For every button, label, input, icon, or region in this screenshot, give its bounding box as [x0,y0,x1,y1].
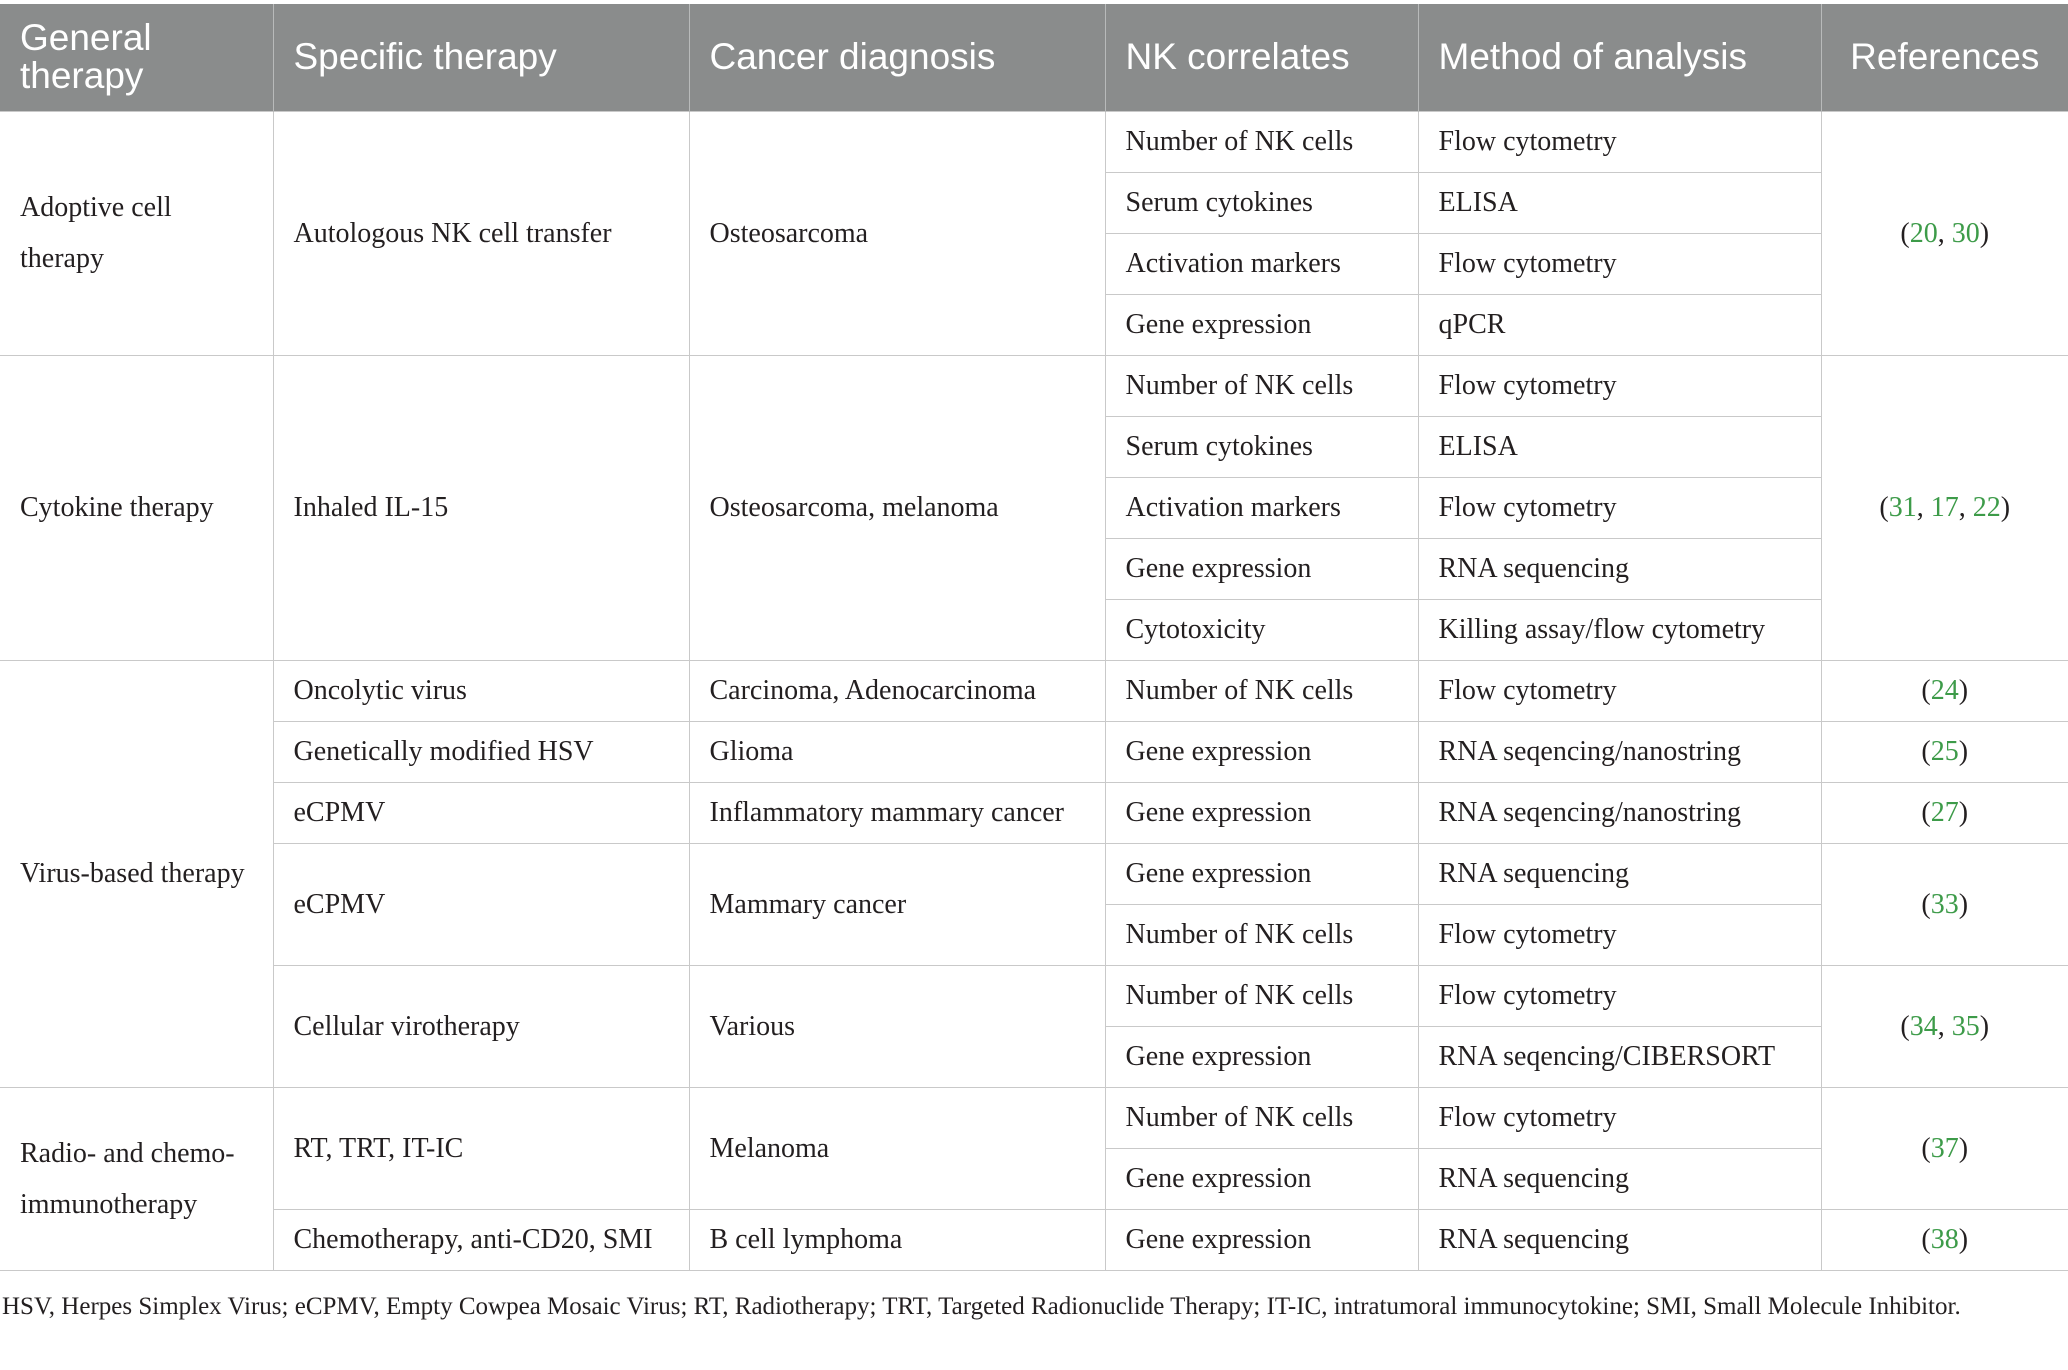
method-cell: qPCR [1418,294,1821,355]
table-header-row [0,4,2068,111]
specific-therapy-cell: Autologous NK cell transfer [273,111,689,355]
reference-link[interactable]: 37 [1930,1132,1959,1164]
cancer-diagnosis-cell: Osteosarcoma [689,111,1105,355]
nk-correlate-cell: Number of NK cells [1105,904,1418,965]
general-therapy-cell: Virus-based therapy [0,660,273,1087]
cancer-diagnosis-cell: Glioma [689,721,1105,782]
nk-correlate-cell: Number of NK cells [1105,355,1418,416]
references-cell: (37) [1821,1087,2068,1209]
cancer-diagnosis-cell: Various [689,965,1105,1087]
reference-link[interactable]: 35 [1951,1010,1980,1042]
reference-link[interactable]: 24 [1930,675,1959,706]
method-cell: Killing assay/flow cytometry [1418,599,1821,660]
method-cell: ELISA [1418,172,1821,233]
nk-correlate-cell: Number of NK cells [1105,1087,1418,1148]
nk-correlate-cell: Number of NK cells [1105,660,1418,721]
nk-correlate-cell: Serum cytokines [1105,416,1418,477]
specific-therapy-cell: Cellular virotherapy [273,965,689,1087]
nk-correlate-cell: Gene expression [1105,1148,1418,1209]
table-row [0,660,2068,721]
reference-link[interactable]: 30 [1951,217,1980,249]
method-cell: Flow cytometry [1418,477,1821,538]
cancer-diagnosis-cell: Carcinoma, Adenocarcinoma [689,660,1105,721]
references-cell: (34, 35) [1821,965,2068,1087]
specific-therapy-cell: Genetically modified HSV [273,721,689,782]
table-row [0,1209,2068,1270]
nk-correlate-cell: Cytotoxicity [1105,599,1418,660]
references-cell: (27) [1821,782,2068,843]
nk-correlate-cell: Activation markers [1105,477,1418,538]
method-cell: Flow cytometry [1418,965,1821,1026]
table-row [0,843,2068,904]
specific-therapy-cell: Oncolytic virus [273,660,689,721]
header-nk-correlates: NK correlates [1105,4,1418,111]
nk-correlate-cell: Gene expression [1105,1209,1418,1270]
method-cell: Flow cytometry [1418,1087,1821,1148]
cancer-diagnosis-cell: Osteosarcoma, melanoma [689,355,1105,660]
references-cell: (38) [1821,1209,2068,1270]
references-cell: (31, 17, 22) [1821,355,2068,660]
references-cell: (24) [1821,660,2068,721]
cancer-diagnosis-cell: B cell lymphoma [689,1209,1105,1270]
general-therapy-cell: Radio- and chemo-immunotherapy [0,1087,273,1270]
nk-correlate-cell: Gene expression [1105,843,1418,904]
method-cell: Flow cytometry [1418,355,1821,416]
specific-therapy-cell: Inhaled IL-15 [273,355,689,660]
nk-correlate-cell: Gene expression [1105,721,1418,782]
nk-correlate-cell: Gene expression [1105,1026,1418,1087]
reference-link[interactable]: 27 [1930,797,1959,828]
reference-link[interactable]: 17 [1930,492,1959,523]
nk-correlate-cell: Gene expression [1105,538,1418,599]
header-cancer-diagnosis: Cancer diagnosis [689,4,1105,111]
specific-therapy-cell: eCPMV [273,782,689,843]
reference-link[interactable]: 22 [1972,492,2001,523]
nk-correlate-cell: Serum cytokines [1105,172,1418,233]
nk-correlate-cell: Number of NK cells [1105,111,1418,172]
method-cell: RNA seqencing/CIBERSORT [1418,1026,1821,1087]
specific-therapy-cell: RT, TRT, IT-IC [273,1087,689,1209]
table-row [0,111,2068,172]
cancer-diagnosis-cell: Melanoma [689,1087,1105,1209]
method-cell: Flow cytometry [1418,111,1821,172]
method-cell: Flow cytometry [1418,233,1821,294]
cancer-diagnosis-cell: Mammary cancer [689,843,1105,965]
header-general-therapy: General therapy [0,4,273,111]
specific-therapy-cell: Chemotherapy, anti-CD20, SMI [273,1209,689,1270]
general-therapy-cell: Cytokine therapy [0,355,273,660]
references-cell: (20, 30) [1821,111,2068,355]
nk-correlate-cell: Number of NK cells [1105,965,1418,1026]
header-specific-therapy: Specific therapy [273,4,689,111]
table-row [0,1087,2068,1148]
header-references: References [1821,4,2068,111]
method-cell: RNA sequencing [1418,1148,1821,1209]
reference-link[interactable]: 33 [1930,888,1959,920]
reference-link[interactable]: 34 [1909,1010,1938,1042]
method-cell: ELISA [1418,416,1821,477]
method-cell: RNA sequencing [1418,538,1821,599]
table-row [0,355,2068,416]
nk-correlates-table [0,4,2068,1271]
method-cell: Flow cytometry [1418,904,1821,965]
nk-correlate-cell: Gene expression [1105,294,1418,355]
table-row [0,965,2068,1026]
method-cell: RNA sequencing [1418,843,1821,904]
reference-link[interactable]: 38 [1930,1224,1959,1255]
table-row [0,782,2068,843]
method-cell: RNA sequencing [1418,1209,1821,1270]
references-cell: (25) [1821,721,2068,782]
nk-correlate-cell: Activation markers [1105,233,1418,294]
header-method-of-analysis: Method of analysis [1418,4,1821,111]
table-row [0,721,2068,782]
specific-therapy-cell: eCPMV [273,843,689,965]
table-footnote: HSV, Herpes Simplex Virus; eCPMV, Empty Cowpea Mosaic Virus; RT, Radiotherapy; TRT, Targeted Radionuclide Therapy; IT-IC, intratumoral immunocytokine; SMI, Small Molecule Inhibitor. [2,1293,1961,1320]
reference-link[interactable]: 20 [1909,217,1938,249]
references-cell: (33) [1821,843,2068,965]
method-cell: RNA seqencing/nanostring [1418,721,1821,782]
general-therapy-cell: Adoptive cell therapy [0,111,273,355]
method-cell: Flow cytometry [1418,660,1821,721]
reference-link[interactable]: 31 [1888,492,1917,523]
nk-correlate-cell: Gene expression [1105,782,1418,843]
reference-link[interactable]: 25 [1930,736,1959,767]
method-cell: RNA seqencing/nanostring [1418,782,1821,843]
cancer-diagnosis-cell: Inflammatory mammary cancer [689,782,1105,843]
